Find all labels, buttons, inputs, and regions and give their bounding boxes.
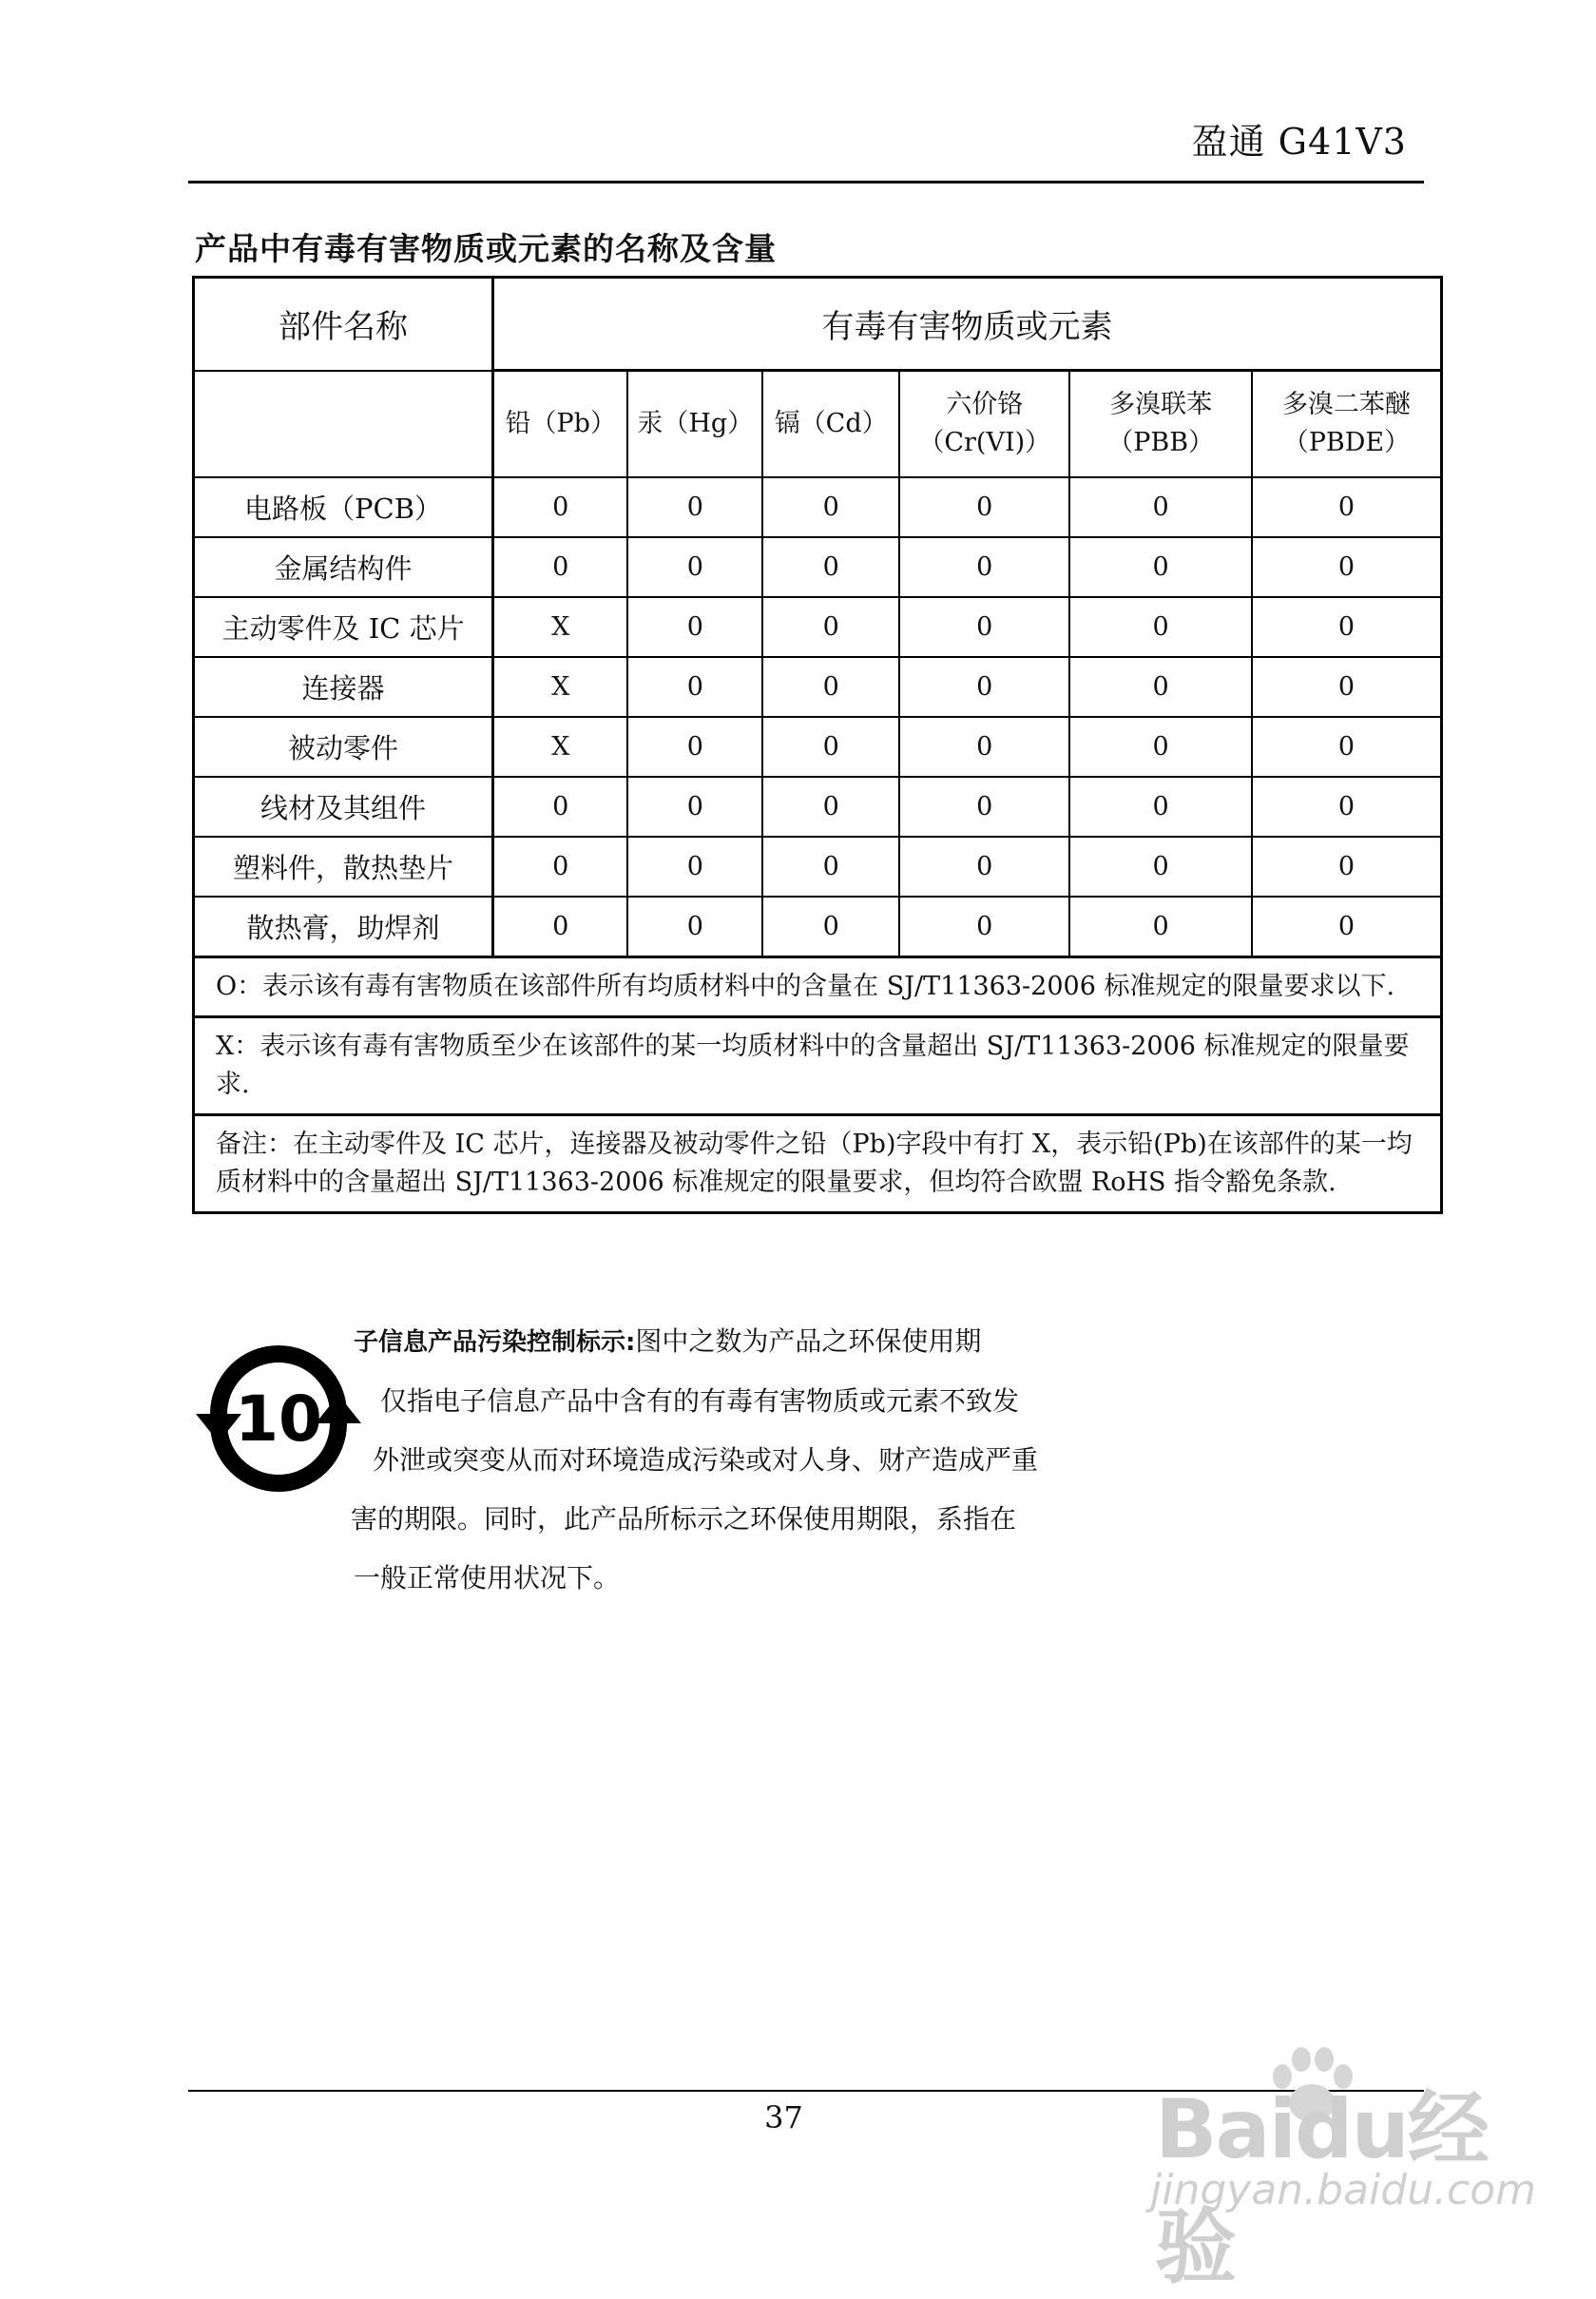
- table-note-row: [194, 1115, 1442, 1213]
- table-cell: 0: [627, 837, 762, 897]
- watermark-brand: Baidu经验: [1155, 2082, 1488, 2295]
- table-cell: 0: [762, 597, 899, 657]
- logo-number: 10: [235, 1382, 322, 1456]
- page-number: 37: [764, 2099, 803, 2135]
- table-cell: 0: [762, 477, 899, 537]
- hazard-substance-table: [192, 276, 1443, 1214]
- part-name-header: 部件名称: [194, 278, 493, 371]
- table-cell: 0: [493, 777, 628, 837]
- table-cell: 0: [627, 897, 762, 957]
- table-cell: 0: [1252, 897, 1442, 957]
- column-header: 铅（Pb）: [493, 371, 628, 478]
- table-cell: 0: [899, 537, 1069, 597]
- paragraph-line: 仅指电子信息产品中含有的有毒有害物质或元素不致发: [380, 1385, 1020, 1417]
- column-header: 六价铬 （Cr(VI)）: [899, 371, 1069, 478]
- table-row: [194, 897, 1442, 957]
- table-row: [194, 597, 1442, 657]
- table-cell: 0: [899, 717, 1069, 777]
- table-cell: 0: [762, 777, 899, 837]
- note-remark: 备注：在主动零件及 IC 芯片，连接器及被动零件之铅（Pb)字段中有打 X，表示铅(Pb)在该部件的某一均质材料中的含量超出 SJ/T11363-2006 标准规定的限量要求，但均符合欧盟 RoHS 指令豁免条款.: [194, 1115, 1442, 1213]
- table-cell: 0: [762, 897, 899, 957]
- table-note-row: [194, 1017, 1442, 1115]
- table-cell: 0: [493, 837, 628, 897]
- row-part-name: 电路板（PCB）: [194, 477, 493, 537]
- column-header: 多溴二苯醚 （PBDE）: [1252, 371, 1442, 478]
- table-row: [194, 717, 1442, 777]
- table-row: [194, 837, 1442, 897]
- table-cell: 0: [1252, 537, 1442, 597]
- table-cell: 0: [899, 657, 1069, 717]
- substance-group-header: 有毒有害物质或元素: [493, 278, 1442, 371]
- section-title: 产品中有毒有害物质或元素的名称及含量: [195, 230, 777, 267]
- table-cell: 0: [899, 477, 1069, 537]
- table-row: [194, 537, 1442, 597]
- table-cell: 0: [1252, 717, 1442, 777]
- paragraph-lead: 子信息产品污染控制标示:: [354, 1328, 636, 1357]
- column-header: 多溴联苯 （PBB）: [1069, 371, 1251, 478]
- table-cell: 0: [493, 897, 628, 957]
- table-cell: 0: [627, 777, 762, 837]
- table-note-row: [194, 957, 1442, 1017]
- table-cell: X: [493, 657, 628, 717]
- column-header: 汞（Hg）: [627, 371, 762, 478]
- environmental-protection-period-logo: [188, 1336, 369, 1502]
- row-part-name: 线材及其组件: [194, 777, 493, 837]
- table-cell: 0: [899, 897, 1069, 957]
- table-cell: 0: [762, 837, 899, 897]
- note-zero-meaning: O：表示该有毒有害物质在该部件所有均质材料中的含量在 SJ/T11363-2006 标准规定的限量要求以下.: [194, 957, 1442, 1017]
- row-part-name: 主动零件及 IC 芯片: [194, 597, 493, 657]
- paragraph-line: 外泄或突变从而对环境造成污染或对人身、财产造成严重: [373, 1444, 1039, 1476]
- watermark-url: jingyan.baidu.com: [1150, 2166, 1537, 2214]
- row-part-name: 散热膏，助焊剂: [194, 897, 493, 957]
- table-cell: 0: [1252, 837, 1442, 897]
- table-cell: 0: [899, 597, 1069, 657]
- table-cell: 0: [1069, 477, 1251, 537]
- row-part-name: 金属结构件: [194, 537, 493, 597]
- page-header-title: 盈通 G41V3: [1191, 121, 1407, 163]
- table-row: [194, 777, 1442, 837]
- table-cell: 0: [899, 777, 1069, 837]
- paragraph-line: 子信息产品污染控制标示:图中之数为产品之环保使用期: [354, 1325, 982, 1357]
- table-cell: 0: [1252, 657, 1442, 717]
- table-cell: 0: [1252, 477, 1442, 537]
- table-cell: 0: [1252, 597, 1442, 657]
- column-header: 镉（Cd）: [762, 371, 899, 478]
- table-cell: X: [493, 717, 628, 777]
- table-cell: 0: [627, 597, 762, 657]
- table-cell: 0: [1069, 897, 1251, 957]
- table-cell: X: [493, 597, 628, 657]
- table-cell: 0: [762, 657, 899, 717]
- table-cell: 0: [627, 717, 762, 777]
- table-row: [194, 657, 1442, 717]
- table-cell: 0: [627, 477, 762, 537]
- table-cell: 0: [493, 477, 628, 537]
- blank-header-cell: [194, 371, 493, 478]
- table-cell: 0: [1069, 837, 1251, 897]
- table-cell: 0: [1069, 597, 1251, 657]
- table-cell: 0: [762, 537, 899, 597]
- table-row: [194, 477, 1442, 537]
- pollution-control-paragraph: [351, 1312, 1095, 1608]
- table-cell: 0: [1069, 537, 1251, 597]
- row-part-name: 塑料件，散热垫片: [194, 837, 493, 897]
- baidu-jingyan-watermark: [1117, 2063, 1537, 2295]
- table-cell: 0: [899, 837, 1069, 897]
- table-cell: 0: [627, 657, 762, 717]
- table-cell: 0: [1069, 657, 1251, 717]
- table-cell: 0: [762, 717, 899, 777]
- note-x-meaning: X：表示该有毒有害物质至少在该部件的某一均质材料中的含量超出 SJ/T11363-2006 标准规定的限量要求.: [194, 1017, 1442, 1115]
- paragraph-line: 害的期限。同时，此产品所标示之环保使用期限，系指在: [351, 1503, 1017, 1535]
- table-cell: 0: [1069, 717, 1251, 777]
- table-cell: 0: [1069, 777, 1251, 837]
- paragraph-line: 一般正常使用状况下。: [354, 1562, 621, 1594]
- row-part-name: 连接器: [194, 657, 493, 717]
- header-rule: [188, 181, 1424, 184]
- table-cell: 0: [1252, 777, 1442, 837]
- table-cell: 0: [627, 537, 762, 597]
- row-part-name: 被动零件: [194, 717, 493, 777]
- table-cell: 0: [493, 537, 628, 597]
